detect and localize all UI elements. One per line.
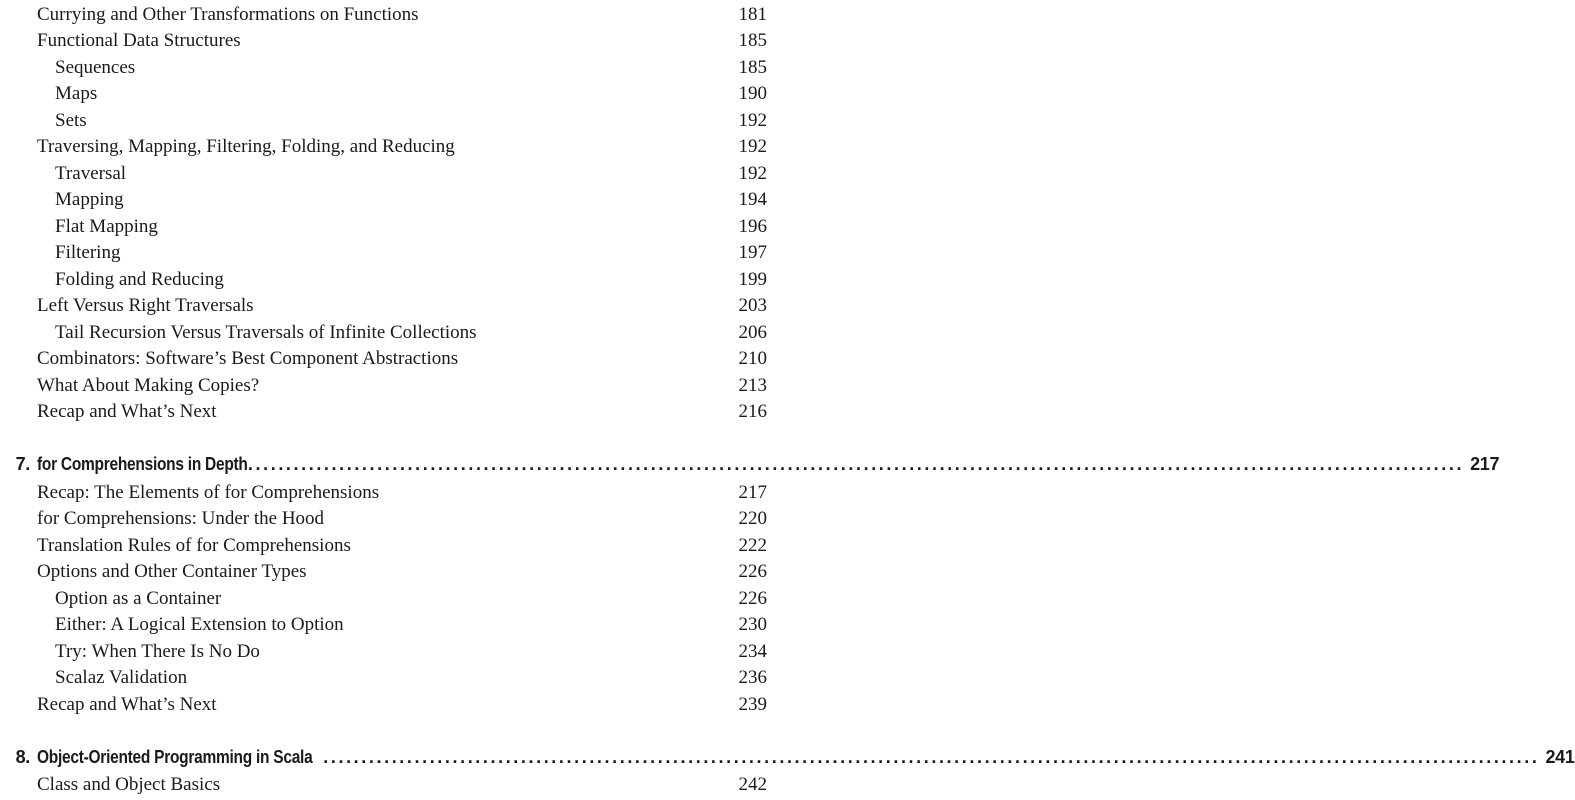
toc-entry[interactable] (0, 373, 800, 399)
chapter-title: for Comprehensions in Depth (37, 454, 248, 474)
toc-entry-title: Either: A Logical Extension to Option (55, 614, 344, 635)
chapter-heading-8[interactable] (0, 743, 1575, 771)
toc-entry[interactable] (0, 692, 800, 718)
toc-entry-page: 210 (738, 348, 767, 369)
toc-entry-title: Traversing, Mapping, Filtering, Folding, and Reducing (37, 136, 455, 157)
toc-subentry[interactable] (0, 665, 800, 691)
toc-entry-page: 230 (738, 614, 767, 635)
toc-entry-title: Scalaz Validation (55, 667, 188, 688)
toc-subentry[interactable] (0, 214, 800, 240)
toc-entry-page: 192 (738, 163, 767, 184)
toc-entry[interactable] (0, 480, 800, 506)
toc-entry-page: 206 (738, 322, 767, 343)
toc-entry-title: Class and Object Basics (37, 774, 221, 795)
toc-entry-page: 226 (738, 588, 767, 609)
toc-subentry[interactable] (0, 55, 800, 81)
toc-entry[interactable] (0, 293, 800, 319)
toc-entry[interactable] (0, 346, 800, 372)
toc-entry-page: 217 (738, 482, 767, 503)
dot-leader: ................................................................................................................................................................ (323, 747, 1540, 767)
toc-entry-page: 242 (738, 774, 767, 795)
toc-entry[interactable] (0, 772, 800, 798)
toc-subentry[interactable] (0, 187, 800, 213)
chapter-page: 217 (1470, 454, 1500, 474)
toc-entry-page: 226 (738, 561, 767, 582)
toc-entry-page: 181 (738, 4, 767, 25)
toc-entry-title: for Comprehensions: Under the Hood (37, 508, 325, 529)
toc-entry-page: 216 (738, 401, 767, 422)
toc-entry-title: Recap and What’s Next (37, 694, 217, 715)
dot-leader: ................................................................................................................................................................ (247, 454, 1465, 474)
toc-entry-page: 199 (738, 269, 767, 290)
toc-entry[interactable] (0, 28, 800, 54)
toc-entry-page: 234 (738, 641, 767, 662)
toc-entry-title: Combinators: Software’s Best Component Abstractions (37, 348, 459, 369)
toc-subentry[interactable] (0, 161, 800, 187)
toc-entry[interactable] (0, 559, 800, 585)
toc-entry-page: 239 (738, 694, 767, 715)
toc-subentry[interactable] (0, 108, 800, 134)
toc-entry-title: Recap: The Elements of for Comprehensions (37, 482, 380, 503)
toc-entry-page: 190 (738, 83, 767, 104)
chapter-page: 241 (1545, 747, 1575, 767)
toc-entry[interactable] (0, 506, 800, 532)
chapter-number: 8. (15, 747, 30, 767)
toc-entry-page: 203 (738, 295, 767, 316)
toc-entry-title: Try: When There Is No Do (55, 641, 260, 662)
toc-entry-title: What About Making Copies? (37, 375, 260, 396)
toc-entry-title: Recap and What’s Next (37, 401, 217, 422)
toc-entry-title: Maps (55, 83, 98, 104)
chapter-number: 7. (15, 454, 30, 474)
toc-entry-page: 213 (738, 375, 767, 396)
toc-subentry[interactable] (0, 267, 800, 293)
toc-entry[interactable] (0, 533, 800, 559)
toc-entry-page: 185 (738, 30, 767, 51)
toc-entry-page: 192 (738, 136, 767, 157)
toc-subentry[interactable] (0, 81, 800, 107)
toc-subentry[interactable] (0, 639, 800, 665)
toc-subentry[interactable] (0, 320, 800, 346)
toc-entry-page: 185 (738, 57, 767, 78)
toc-entry-page: 194 (738, 189, 767, 210)
toc-entry-title: Filtering (55, 242, 121, 263)
toc-entry-title: Traversal (55, 163, 127, 184)
toc-entry-title: Left Versus Right Traversals (37, 295, 254, 316)
toc-entry[interactable] (0, 2, 800, 28)
chapter-title: Object-Oriented Programming in Scala (37, 747, 313, 767)
toc-entry[interactable] (0, 399, 800, 425)
toc-entry-title: Sequences (55, 57, 136, 78)
toc-entry-title: Tail Recursion Versus Traversals of Infinite Collections (55, 322, 477, 343)
toc-entry[interactable] (0, 134, 800, 160)
toc-entry-title: Option as a Container (55, 588, 222, 609)
toc-entry-title: Mapping (55, 189, 124, 210)
toc-entry-page: 196 (738, 216, 767, 237)
toc-entry-page: 236 (738, 667, 767, 688)
toc-entry-page: 220 (738, 508, 767, 529)
toc-subentry[interactable] (0, 612, 800, 638)
toc-entry-page: 197 (738, 242, 767, 263)
toc-entry-title: Folding and Reducing (55, 269, 224, 290)
toc-subentry[interactable] (0, 240, 800, 266)
toc-entry-title: Currying and Other Transformations on Functions (37, 4, 419, 25)
chapter-heading-7[interactable] (0, 450, 1500, 478)
toc-entry-title: Options and Other Container Types (37, 561, 307, 582)
toc-entry-page: 192 (738, 110, 767, 131)
toc-entry-page: 222 (738, 535, 767, 556)
toc-subentry[interactable] (0, 586, 800, 612)
toc-entry-title: Sets (55, 110, 87, 131)
toc-entry-title: Flat Mapping (55, 216, 158, 237)
toc-entry-title: Functional Data Structures (37, 30, 241, 51)
toc-entry-title: Translation Rules of for Comprehensions (37, 535, 351, 556)
